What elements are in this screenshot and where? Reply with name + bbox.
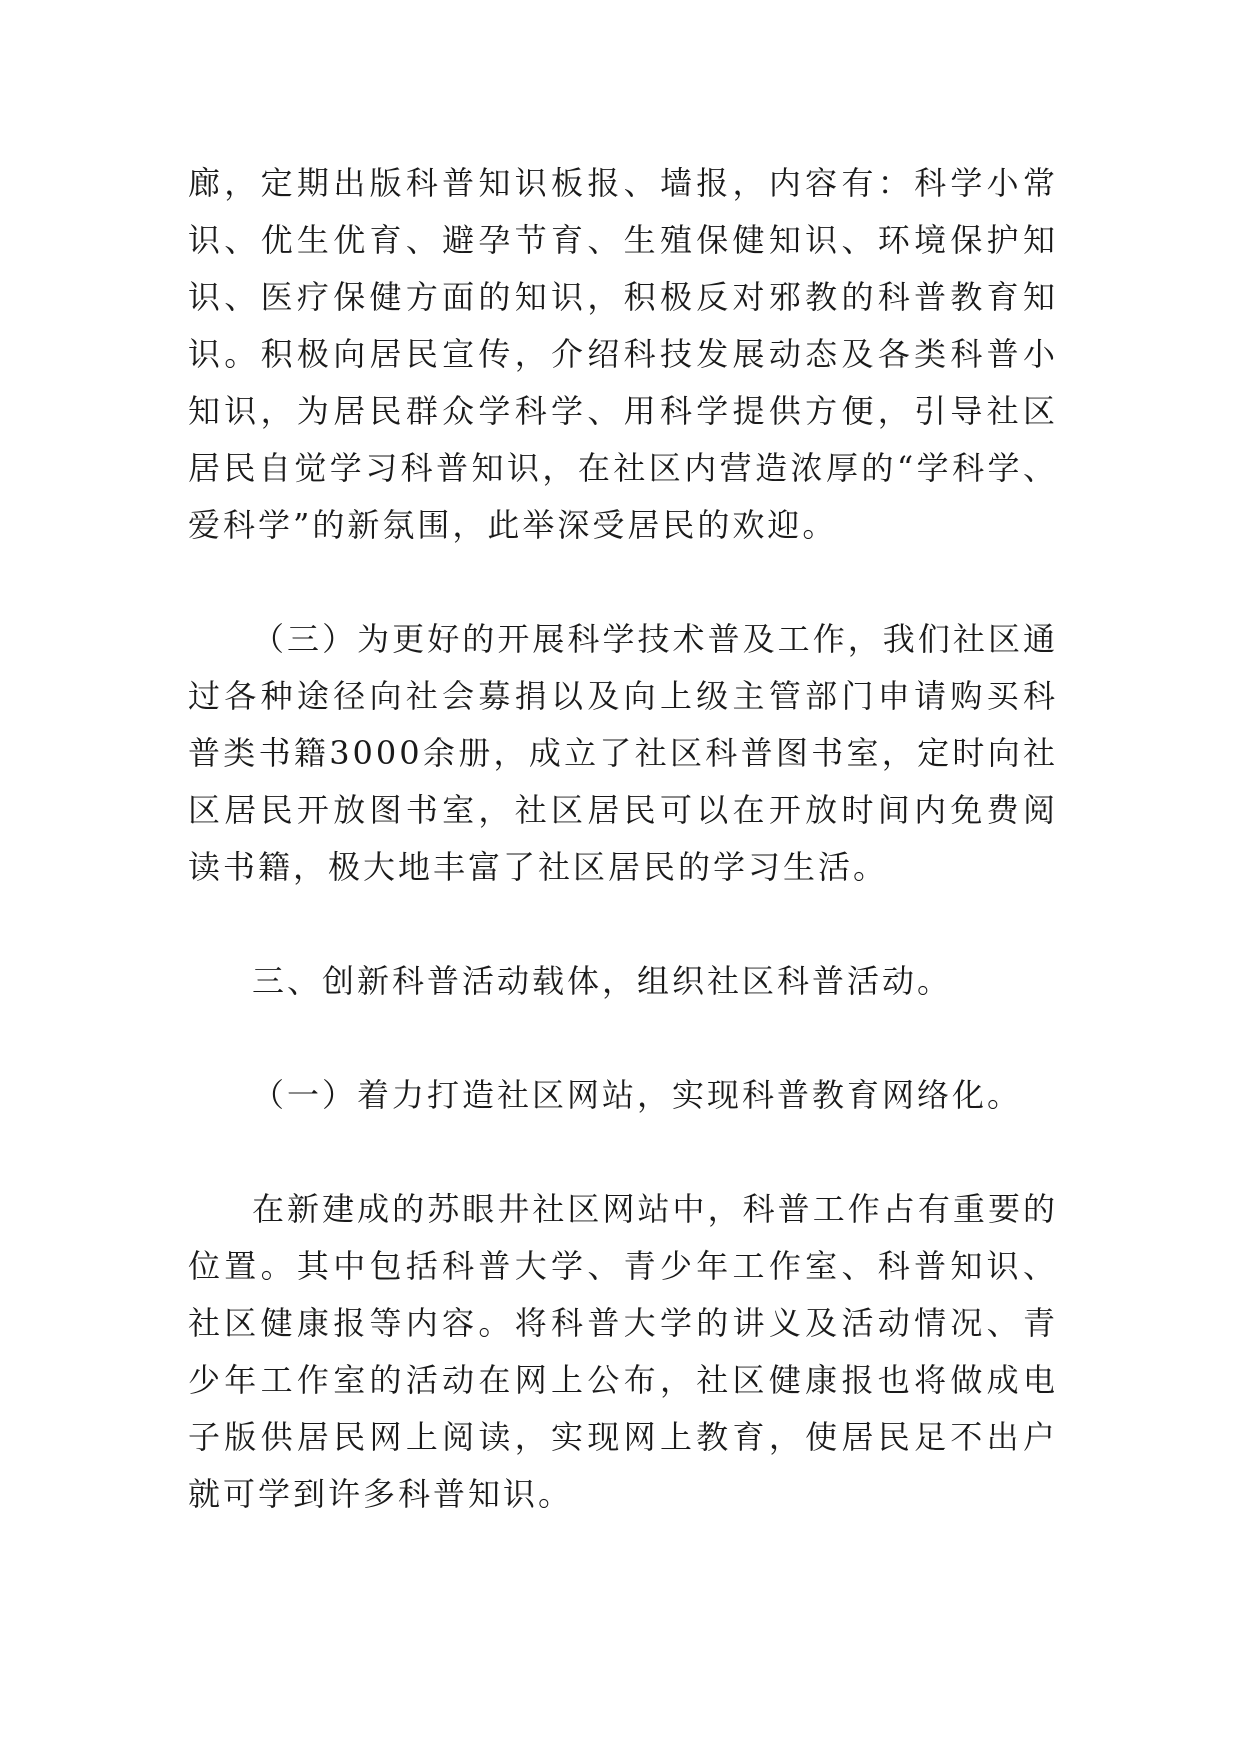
subsection-heading-website: （一）着力打造社区网站，实现科普教育网络化。 [252, 1076, 1023, 1114]
paragraph-science-library: （三）为更好的开展科学技术普及工作，我们社区通过各种途径向社会募捐以及向上级主管部门申请购买科普类书籍3000余册，成立了社区科普图书室，定时向社区居民开放图书室，社区居民可以在开放时间内免费阅读书籍，极大地丰富了社区居民的学习生活。 [188, 620, 1058, 886]
paragraph-science-board: 廊，定期出版科普知识板报、墙报，内容有：科学小常识、优生优育、避孕节育、生殖保健知识、环境保护知识、医疗保健方面的知识，积极反对邪教的科普教育知识。积极向居民宣传，介绍科技发展动态及各类科普小知识，为居民群众学科学、用科学提供方便，引导社区居民自觉学习科普知识，在社区内营造浓厚的“学科学、爱科学”的新氛围，此举深受居民的欢迎。 [188, 164, 1058, 544]
paragraph-community-website: 在新建成的苏眼井社区网站中，科普工作占有重要的位置。其中包括科普大学、青少年工作室、科普知识、社区健康报等内容。将科普大学的讲义及活动情况、青少年工作室的活动在网上公布，社区健康报也将做成电子版供居民网上阅读，实现网上教育，使居民足不出户就可学到许多科普知识。 [188, 1190, 1058, 1513]
document-body [188, 155, 1058, 1523]
section-heading-innovation: 三、创新科普活动载体，组织社区科普活动。 [252, 962, 953, 1000]
